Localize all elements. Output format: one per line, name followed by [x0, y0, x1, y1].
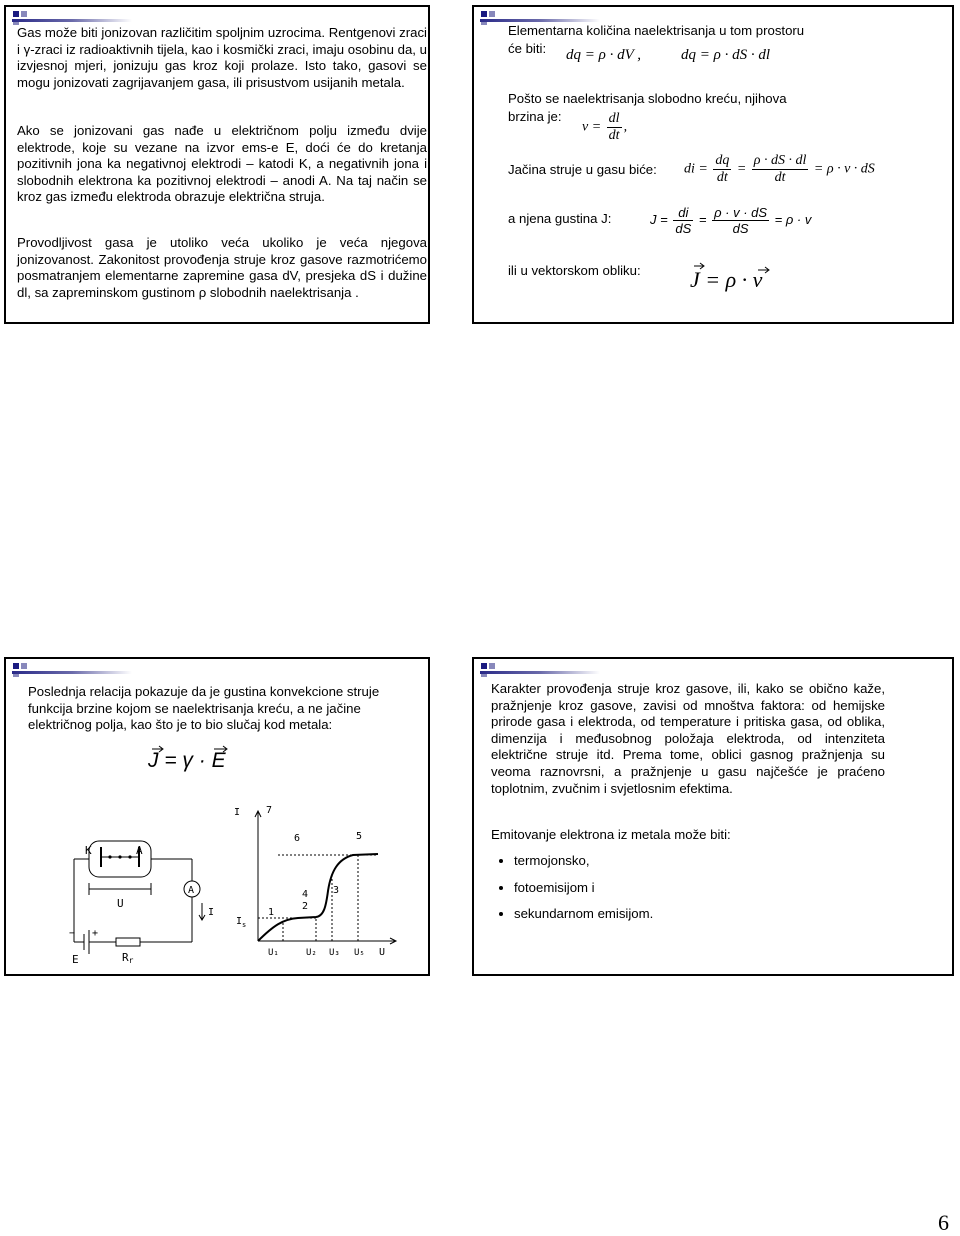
density-fraction-1 — [673, 205, 693, 236]
density-denominator-2: dS — [732, 221, 749, 236]
current-denominator-2: dt — [774, 170, 786, 185]
point-3-label: 3 — [333, 885, 340, 896]
text-elementary-charge: Elementarna količina naelektrisanja u tom prostoru — [508, 23, 805, 38]
point-1-label: 1 — [268, 907, 275, 918]
text-charges-move: Pošto se naelektrisanja slobodno kreću, njihova — [508, 91, 787, 106]
velocity-comma: , — [623, 119, 628, 135]
equation-gamma: J = γ · E — [148, 749, 226, 772]
paragraph-conductivity: Provodljivost gasa je utoliko veća ukoliko je veća njegova jonizovanost. Zakonitost provođenja struje kroz gasove razmotrićemo posmatranjem elementarne zapremine gasa dV, presjeka dS i dužine dl, sa zapreminskom gustinom ρ slobodnih naelektrisanja . — [17, 235, 427, 300]
text-current-in-gas: Jačina struje u gasu biće: — [508, 162, 657, 177]
emission-list — [484, 853, 904, 923]
velocity-lhs: v = — [582, 119, 602, 135]
text-will-be: će biti: — [508, 41, 547, 56]
velocity-denominator: dt — [608, 128, 620, 143]
point-5-label: 5 — [356, 831, 363, 842]
velocity-fraction — [607, 111, 622, 144]
characteristic-curve — [258, 854, 378, 941]
velocity-numerator: dl — [608, 111, 620, 126]
equation-vector-density: J = ρ · v — [690, 267, 763, 292]
slide-2 — [472, 5, 954, 324]
x-tick-u2: U₂ — [306, 948, 317, 958]
paragraph-ionized-gas-field: Ako se jonizovani gas nađe u električnom polju između dvije elektrode, koje su vezane na izvor ems-e E, doći će do kretanja pozitivnih jona ka negativnoj elektrodi – katodi K, a negativnih jona i slobodnih elektrona ka pozitivnoj elektrodi – anodi A. Na taj način se kroz gas između elektroda obrazuje električna struja. — [17, 123, 427, 205]
equation-current: di = $\frac{dq}{dt}$ = $\frac{\rho \cdot dS \cdot dl}{dt}$ = ρ · v · dS — [684, 153, 875, 185]
current-fraction-2 — [752, 153, 809, 186]
emf-label: E — [72, 953, 79, 966]
text-velocity-is: brzina je: — [508, 109, 562, 124]
emission-list-container — [484, 853, 904, 933]
current-result: = ρ · v · dS — [813, 161, 875, 177]
anode-label: A — [136, 844, 143, 857]
x-tick-u5: U₅ — [354, 948, 365, 958]
density-result: = ρ · v — [774, 211, 812, 227]
text-electron-emission: Emitovanje elektrona iz metala može biti: — [491, 827, 731, 842]
point-4-label: 4 — [302, 889, 309, 900]
voltage-label: U — [117, 897, 124, 910]
gas-discharge-circuit — [54, 837, 226, 967]
resistor — [116, 938, 140, 946]
density-denominator-1: dS — [675, 221, 692, 236]
x-tick-u1: U₁ — [268, 948, 279, 958]
density-lhs: J = — [650, 211, 668, 227]
density-numerator-1: di — [673, 205, 693, 221]
current-lhs: di = — [684, 161, 708, 177]
equation-velocity — [582, 111, 627, 144]
density-fraction-2 — [712, 205, 769, 236]
list-item: • sekundarnom emisijom. — [514, 906, 904, 923]
equation-dq-ds-dl: dq = ρ · dS · dl — [681, 47, 770, 63]
point-7-label: 7 — [266, 805, 273, 816]
list-item: • termojonsko, — [514, 853, 904, 870]
slide-title-bar — [480, 671, 600, 674]
density-numerator-2: ρ · v · dS — [714, 205, 768, 220]
x-tick-u3: U₃ — [329, 948, 340, 958]
slide-1 — [4, 5, 430, 324]
battery-plus: + — [92, 928, 99, 939]
resistor-label: Rr — [122, 951, 134, 965]
ammeter-label: A — [188, 885, 195, 896]
x-axis-label: U — [379, 947, 386, 958]
paragraph-ionization-causes: Gas može biti jonizovan različitim spoljnim uzrocima. Rentgenovi zraci i γ-zraci iz radioaktivnih tijela, kao i kosmički zraci, imaju osobinu da, u izvjesnoj mjeri, jonizuju gas kroz koji prolaze. Isto tako, gasovi se mogu jonizovati zagrijavanjem gasa, ili prisustvom usijanih metala. — [17, 25, 427, 90]
current-label: I — [208, 907, 215, 918]
equation-density: J = $\frac{di}{dS}$ = $\frac{\rho \cdot v \cdot dS}{dS}$ = ρ · v — [650, 205, 812, 236]
paragraph-convection-current: Poslednja relacija pokazuje da je gustina konvekcione struje funkcija brzine kojom se naelektrisanja kreću, a ne jačine električnog polja, kao što je to bio slučaj kod metala: — [28, 684, 380, 733]
equation-dq-dv: dq = ρ · dV , — [566, 47, 641, 63]
text-vector-form: ili u vektorskom obliku: — [508, 263, 641, 278]
current-numerator-2: ρ · dS · dl — [753, 153, 807, 168]
list-item: • fotoemisijom i — [514, 880, 904, 897]
paragraph-discharge-factors: Karakter provođenja struje kroz gasove, ili, kako se obično kaže, pražnjenje kroz gasove, zavisi od mnoštva faktora: od hemijske prirode gasa i elektroda, od temperature i pritiska gasa, od oblika, dimenzija i međusobnog položaja elektroda, od intenziteta električne struje itd. Prema tome, oblici gasnog pražnjenja su veoma raznovrsni, a pražnjenje u gasu najčešće je praćeno toplotnim, zvučnim i svjetlosnim efektima. — [491, 681, 885, 796]
cathode-label: K — [85, 844, 92, 857]
y-axis-label: I — [234, 807, 241, 818]
battery-minus: − — [69, 928, 76, 939]
page-number: 6 — [938, 1210, 949, 1235]
current-fraction-1 — [713, 153, 731, 186]
current-numerator-1: dq — [715, 153, 730, 168]
saturation-current-label: $I_s$ — [236, 916, 247, 929]
point-6-label: 6 — [294, 833, 301, 844]
slide-3 — [4, 657, 430, 976]
volt-ampere-characteristic — [228, 801, 408, 965]
slide-title-bar — [480, 19, 600, 22]
slide-title-bar — [12, 19, 132, 22]
slide-title-bar — [12, 671, 132, 674]
current-denominator-1: dt — [716, 170, 728, 185]
point-2-label: 2 — [302, 901, 309, 912]
slide-4 — [472, 657, 954, 976]
text-current-density: a njena gustina J: — [508, 211, 612, 226]
